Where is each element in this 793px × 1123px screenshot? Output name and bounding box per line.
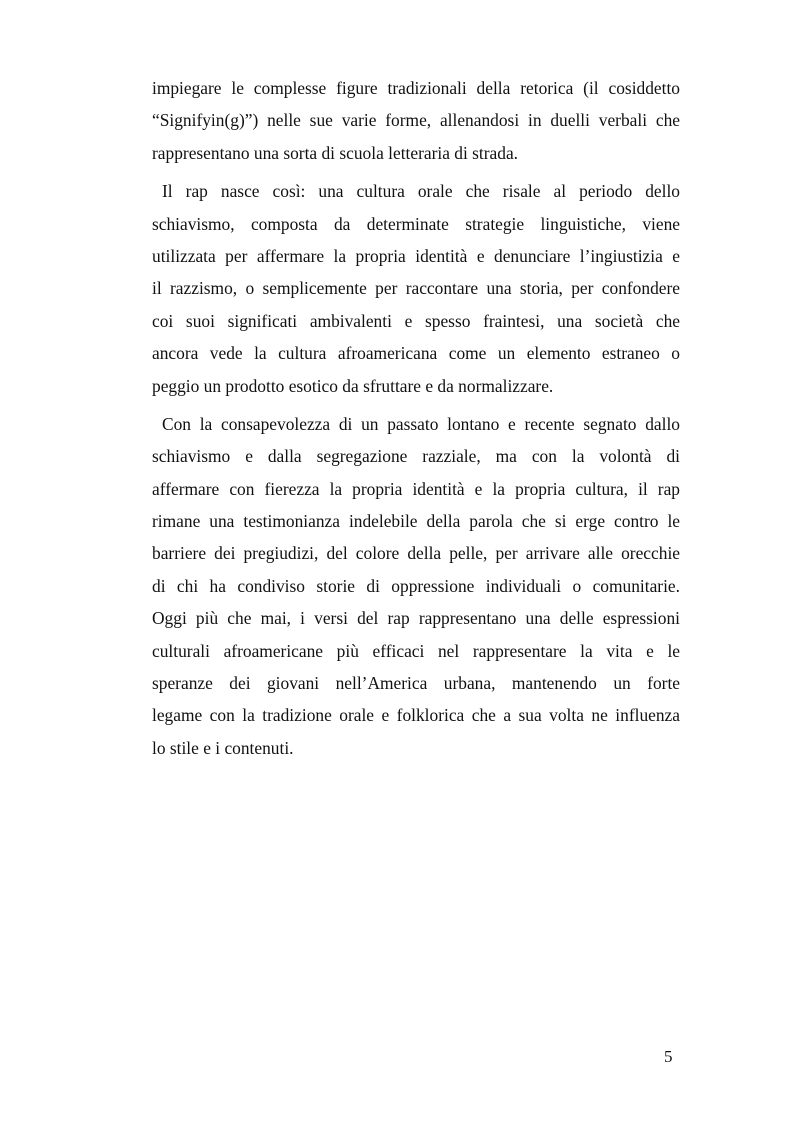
body-text bbox=[152, 72, 680, 764]
text-line: rimane una testimonianza indelebile della parola che si erge contro le bbox=[152, 511, 680, 532]
page-number: 5 bbox=[664, 1047, 673, 1066]
text-line: di chi ha condiviso storie di oppressione individuali o comunitarie. bbox=[152, 575, 680, 596]
text-line: peggio un prodotto esotico da sfruttare e da normalizzare. bbox=[152, 375, 554, 396]
text-line: culturali afroamericane più efficaci nel rappresentare la vita e le bbox=[152, 640, 680, 661]
text-line: lo stile e i contenuti. bbox=[152, 737, 294, 758]
text-line: il razzismo, o semplicemente per raccontare una storia, per confondere bbox=[152, 278, 680, 299]
paragraph-2 bbox=[152, 175, 680, 402]
text-line: ancora vede la cultura afroamericana come un elemento estraneo o bbox=[152, 343, 680, 364]
text-line: schiavismo, composta da determinate strategie linguistiche, viene bbox=[152, 213, 680, 234]
text-line: coi suoi significati ambivalenti e spesso fraintesi, una società che bbox=[152, 310, 680, 331]
text-line: impiegare le complesse figure tradizionali della retorica (il cosiddetto bbox=[152, 78, 680, 98]
text-line: affermare con fierezza la propria identità e la propria cultura, il rap bbox=[152, 478, 680, 499]
paragraph-1 bbox=[152, 72, 680, 169]
paragraph-3 bbox=[152, 408, 680, 764]
text-line: speranze dei giovani nell’America urbana, mantenendo un forte bbox=[152, 673, 680, 694]
text-line: utilizzata per affermare la propria identità e denunciare l’ingiustizia e bbox=[152, 245, 680, 266]
text-line: legame con la tradizione orale e folklorica che a sua volta ne influenza bbox=[152, 705, 680, 726]
text-line: barriere dei pregiudizi, del colore della pelle, per arrivare alle orecchie bbox=[152, 543, 680, 564]
text-line: “Signifyin(g)”) nelle sue varie forme, allenandosi in duelli verbali che bbox=[152, 110, 680, 131]
text-line: Il rap nasce così: una cultura orale che risale al periodo dello bbox=[162, 181, 680, 202]
text-line: Oggi più che mai, i versi del rap rappresentano una delle espressioni bbox=[152, 608, 680, 629]
text-line: schiavismo e dalla segregazione razziale, ma con la volontà di bbox=[152, 446, 680, 467]
text-line: rappresentano una sorta di scuola letteraria di strada. bbox=[152, 142, 519, 163]
text-line: Con la consapevolezza di un passato lontano e recente segnato dallo bbox=[162, 413, 680, 434]
